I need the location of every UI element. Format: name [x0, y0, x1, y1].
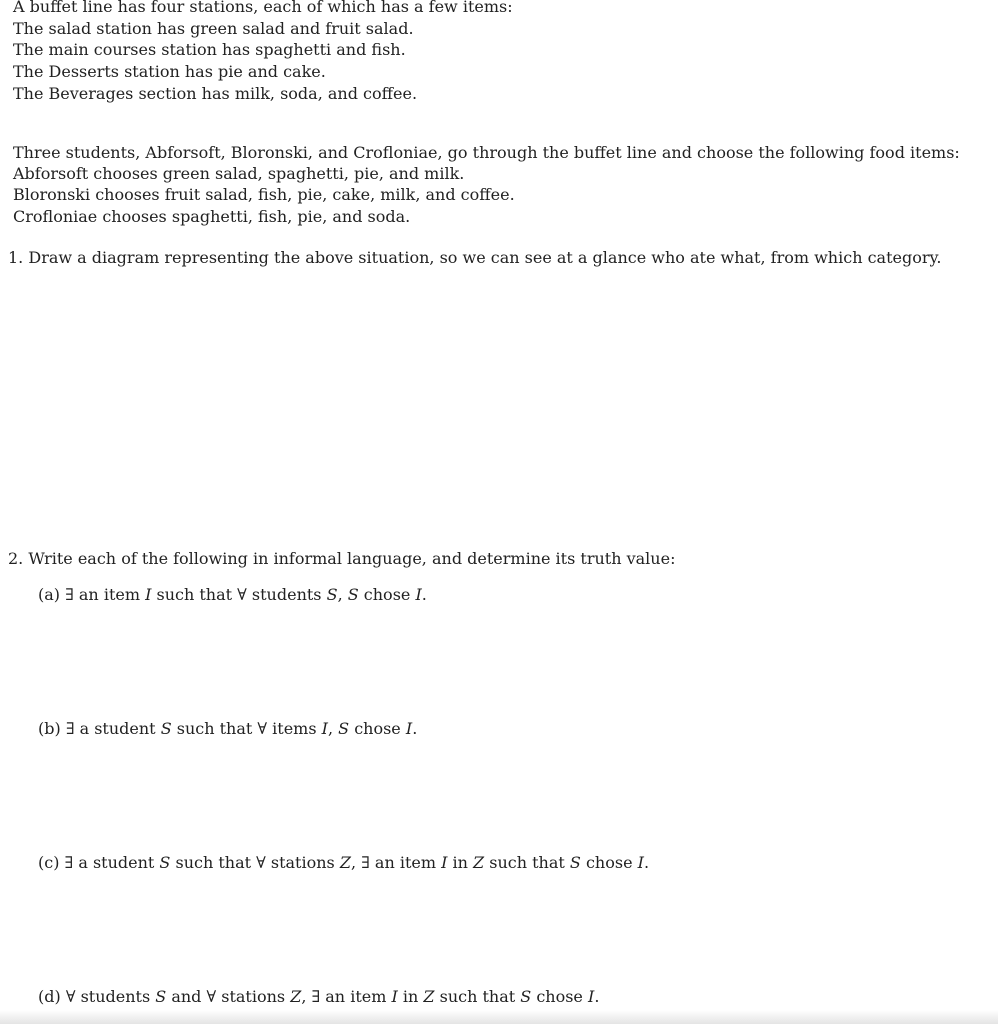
- question-2d: [38, 989, 599, 1005]
- question-2-number: 2.: [8, 549, 24, 568]
- part-a-label: (a): [38, 585, 61, 604]
- question-2b: [38, 721, 417, 737]
- part-c-label: (c): [38, 853, 60, 872]
- intro-line-5: The Beverages section has milk, soda, and coffee.: [13, 84, 418, 103]
- question-1-text: Draw a diagram representing the above situation, so we can see at a glance who ate what, from which category.: [28, 248, 942, 267]
- question-2a: [38, 587, 427, 603]
- question-2c: [38, 855, 649, 871]
- part-b-label: (b): [38, 719, 61, 738]
- part-a-statement: ∃ an item I such that ∀ students S, S chose I.: [65, 585, 427, 604]
- intro-line-4: The Desserts station has pie and cake.: [13, 62, 326, 81]
- intro-line-1: A buffet line has four stations, each of which has a few items:: [13, 0, 513, 16]
- students-line-1: Three students, Abforsoft, Bloronski, and Crofloniae, go through the buffet line and choose the following food items:: [13, 143, 960, 162]
- question-2-text: Write each of the following in informal language, and determine its truth value:: [28, 549, 676, 568]
- students-line-4: Crofloniae chooses spaghetti, fish, pie, and soda.: [13, 207, 411, 226]
- page-bottom-edge: [0, 1010, 998, 1024]
- part-b-statement: ∃ a student S such that ∀ items I, S chose I.: [65, 719, 418, 738]
- part-c-statement: ∃ a student S such that ∀ stations Z, ∃ an item I in Z such that S chose I.: [64, 853, 650, 872]
- intro-line-3: The main courses station has spaghetti and fish.: [13, 40, 406, 59]
- students-line-2: Abforsoft chooses green salad, spaghetti, pie, and milk.: [13, 164, 465, 183]
- intro-line-2: The salad station has green salad and fruit salad.: [13, 19, 414, 38]
- part-d-label: (d): [38, 987, 61, 1006]
- question-2: [8, 551, 675, 567]
- students-line-3: Bloronski chooses fruit salad, fish, pie, cake, milk, and coffee.: [13, 185, 515, 204]
- part-d-statement: ∀ students S and ∀ stations Z, ∃ an item I in Z such that S chose I.: [65, 987, 600, 1006]
- question-1-number: 1.: [8, 248, 24, 267]
- question-1: [8, 250, 942, 266]
